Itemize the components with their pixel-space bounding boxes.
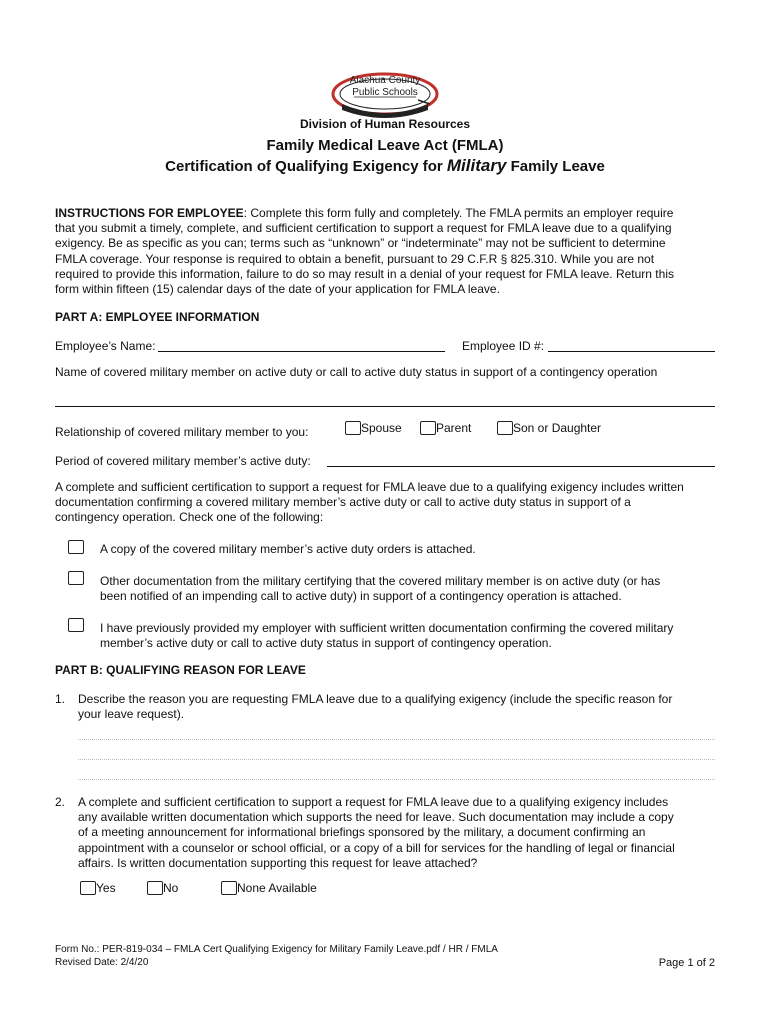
q1-number: 1.	[55, 692, 66, 706]
none-available-checkbox[interactable]	[221, 881, 237, 895]
employee-name-label: Employee’s Name:	[55, 339, 156, 353]
employee-id-field[interactable]	[548, 338, 715, 352]
instructions-label: INSTRUCTIONS FOR EMPLOYEE	[55, 206, 244, 220]
subtitle-military: Military	[446, 156, 507, 175]
parent-checkbox[interactable]	[420, 421, 436, 435]
option-other-doc-text: Other documentation from the military certifying that the covered military member is on active duty (or has been notified of an impending call to active duty) in support of a contingency operation is attached.	[100, 574, 661, 604]
yes-checkbox[interactable]	[80, 881, 96, 895]
part-b-heading: PART B: QUALIFYING REASON FOR LEAVE	[55, 663, 306, 677]
relationship-label: Relationship of covered military member to you:	[55, 425, 309, 439]
instructions-line: exigency. Be as specific as you can; terms such as “unknown” or “indeterminate” may not be sufficient to determine	[55, 236, 666, 251]
relationship-child[interactable]	[497, 421, 601, 435]
spouse-label: Spouse	[361, 421, 402, 435]
parent-label: Parent	[436, 421, 472, 435]
option-other-doc-checkbox[interactable]	[68, 571, 84, 585]
instructions-line: INSTRUCTIONS FOR EMPLOYEE: Complete this form fully and completely. The FMLA permits an employer require	[55, 206, 674, 220]
option-orders-text: A copy of the covered military member’s active duty orders is attached.	[100, 542, 476, 556]
instructions-line: required to provide this information, failure to do so may result in a denial of your request for FMLA leave. Return this	[55, 266, 674, 281]
logo-text-line2: Public Schools	[352, 87, 418, 98]
q2-none-available[interactable]	[221, 881, 317, 895]
q2-text: A complete and sufficient certification to support a request for FMLA leave due to a qualifying exigency includes any available written documentation which supports the need for leave. Such documentation may include a copy of a meeting announcement for informational briefings sponsored by the military, a document confirming an appointment with a counselor or school official, or a copy of a bill for services for the handling of legal or financial affairs. Is written documentation supporting this request for leave attached?	[78, 795, 675, 870]
footer-revised-date: Revised Date: 2/4/20	[55, 957, 149, 968]
instructions-line: FMLA coverage. Your response is required to obtain a benefit, pursuant to 29 C.F.R § 825.310. While you are not	[55, 251, 655, 266]
form-title: Family Medical Leave Act (FMLA)	[266, 137, 504, 154]
option-previously-provided-text: I have previously provided my employer with sufficient written documentation confirming the covered military member’s active duty or call to active duty status in support of contingency operation.	[100, 621, 674, 651]
subtitle-post: Family Leave	[506, 158, 605, 175]
no-checkbox[interactable]	[147, 881, 163, 895]
q1-text: Describe the reason you are requesting FMLA leave due to a qualifying exigency (include the specific reason for your leave request).	[78, 692, 673, 722]
subtitle-pre: Certification of Qualifying Exigency for	[165, 158, 447, 175]
footer-page-number: Page 1 of 2	[658, 957, 715, 969]
child-checkbox[interactable]	[497, 421, 513, 435]
option-previously-provided-checkbox[interactable]	[68, 618, 84, 632]
covered-member-field[interactable]	[55, 390, 715, 407]
child-label: Son or Daughter	[513, 421, 602, 435]
division-heading: Division of Human Resources	[299, 117, 471, 131]
employee-id-label: Employee ID #:	[462, 339, 545, 353]
none-available-label: None Available	[237, 881, 317, 895]
logo-text-line1: Alachua County	[349, 75, 421, 86]
q1-answer-line-2[interactable]	[78, 759, 715, 760]
instructions-block	[55, 206, 715, 297]
relationship-parent[interactable]	[420, 421, 471, 435]
yes-label: Yes	[96, 881, 116, 895]
part-a-heading: PART A: EMPLOYEE INFORMATION	[55, 310, 260, 324]
option-orders-checkbox[interactable]	[68, 540, 84, 554]
instructions-line: form within fifteen (15) calendar days of the date of your application for FMLA leave.	[55, 282, 500, 297]
form-subtitle	[0, 156, 770, 176]
q2-no[interactable]	[147, 881, 178, 895]
instructions-line: that you submit a timely, complete, and sufficient certification to support a request for FMLA leave due to a qualifying	[55, 221, 672, 236]
q2-yes[interactable]	[80, 881, 116, 895]
spouse-checkbox[interactable]	[345, 421, 361, 435]
no-label: No	[163, 881, 179, 895]
covered-member-label: Name of covered military member on active duty or call to active duty status in support of a contingency operation	[55, 365, 658, 379]
period-label: Period of covered military member’s active duty:	[55, 454, 311, 468]
q2-number: 2.	[55, 795, 66, 809]
certification-text: A complete and sufficient certification to support a request for FMLA leave due to a qualifying exigency includes written documentation confirming a covered military member’s active duty or call to active duty status in support of a contingency operation. Check one of the following:	[55, 480, 684, 525]
district-logo	[330, 70, 440, 120]
footer-form-number: Form No.: PER-819-034 – FMLA Cert Qualifying Exigency for Military Family Leave.pdf / HR / FMLA	[55, 944, 498, 955]
relationship-spouse[interactable]	[345, 421, 402, 435]
period-field[interactable]	[327, 452, 715, 467]
q1-answer-line-3[interactable]	[78, 779, 715, 780]
q1-answer-line-1[interactable]	[78, 739, 715, 740]
employee-name-field[interactable]	[158, 338, 445, 352]
